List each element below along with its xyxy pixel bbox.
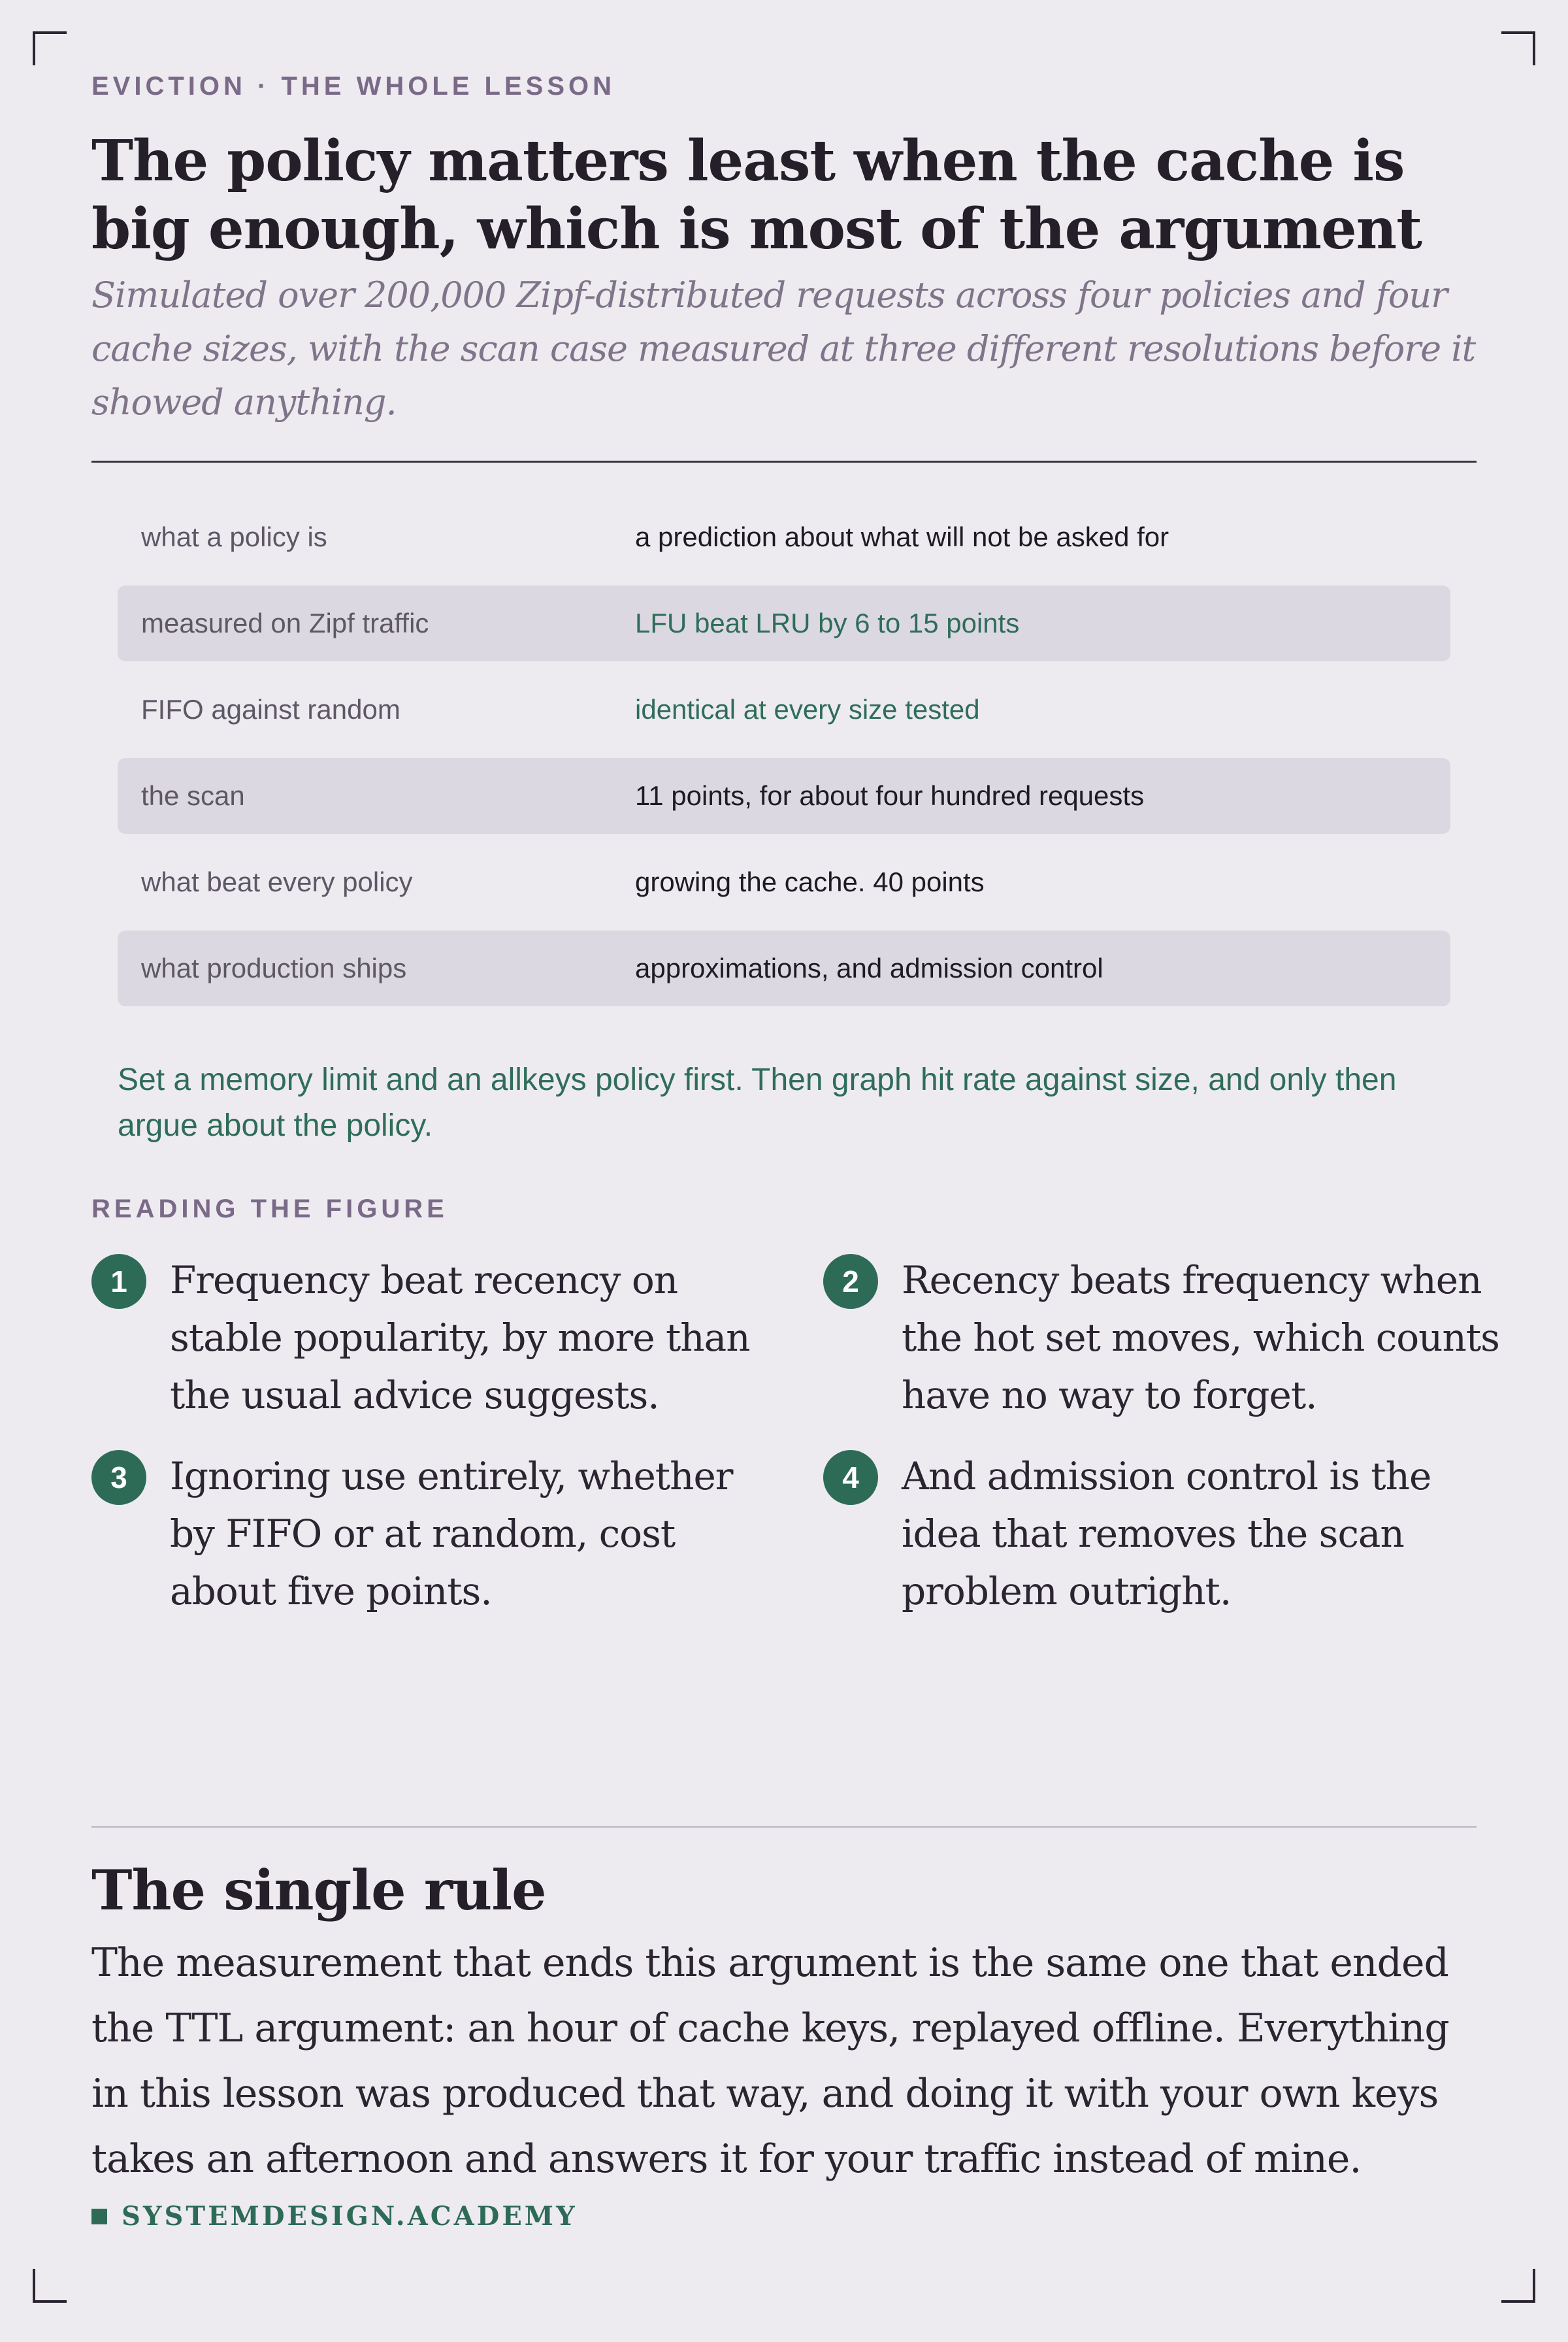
list-item bbox=[823, 1251, 1503, 1424]
row-value: LFU beat LRU by 6 to 15 points bbox=[635, 608, 1020, 638]
header-divider bbox=[91, 461, 1477, 463]
list-item bbox=[823, 1447, 1503, 1620]
row-label: FIFO against random bbox=[141, 694, 400, 725]
reading-section-label: READING THE FIGURE bbox=[91, 1195, 448, 1223]
corner-mark-bottom-left bbox=[33, 2269, 67, 2303]
summary-table bbox=[118, 499, 1450, 1006]
list-item-text: Frequency beat recency on stable popularity, by more than the usual advice suggests. bbox=[170, 1258, 750, 1417]
row-label: what a policy is bbox=[141, 521, 327, 552]
table-row bbox=[118, 499, 1450, 575]
row-value: growing the cache. 40 points bbox=[635, 866, 985, 897]
row-label: measured on Zipf traffic bbox=[141, 608, 429, 638]
table-row bbox=[118, 931, 1450, 1006]
list-item-text: Ignoring use entirely, whether by FIFO or at random, cost about five points. bbox=[170, 1454, 733, 1613]
number-badge: 2 bbox=[823, 1254, 878, 1309]
section-divider bbox=[91, 1826, 1477, 1828]
corner-mark-top-left bbox=[33, 31, 67, 65]
row-value: 11 points, for about four hundred requests bbox=[635, 780, 1145, 811]
list-item-text: And admission control is the idea that removes the scan problem outright. bbox=[902, 1454, 1431, 1613]
row-label: the scan bbox=[141, 780, 245, 811]
kicker: EVICTION · THE WHOLE LESSON bbox=[91, 72, 616, 101]
reading-list bbox=[91, 1251, 1499, 1620]
row-value: identical at every size tested bbox=[635, 694, 980, 725]
page-title: The policy matters least when the cache is big enough, which is most of the argument bbox=[91, 128, 1422, 262]
list-item bbox=[91, 1447, 771, 1620]
list-item bbox=[91, 1251, 771, 1424]
section-body: The measurement that ends this argument is the same one that ended the TTL argument: an hour of cache keys, replayed offline. Everything in this lesson was produced that way, and doing it with your own keys takes an afternoon and answers it for your traffic instead of mine. bbox=[91, 1940, 1449, 2182]
corner-mark-top-right bbox=[1501, 31, 1535, 65]
number-badge: 4 bbox=[823, 1450, 878, 1505]
brand-square-icon bbox=[91, 2209, 107, 2224]
main-content bbox=[91, 72, 1499, 1620]
corner-mark-bottom-right bbox=[1501, 2269, 1535, 2303]
section-heading: The single rule bbox=[91, 1858, 546, 1922]
table-row bbox=[118, 672, 1450, 748]
table-row bbox=[118, 844, 1450, 920]
row-label: what production ships bbox=[141, 953, 407, 983]
row-value: approximations, and admission control bbox=[635, 953, 1103, 983]
table-row bbox=[118, 586, 1450, 661]
list-item-text: Recency beats frequency when the hot set moves, which counts have no way to forget. bbox=[902, 1258, 1499, 1417]
brand-footer bbox=[91, 2201, 1477, 2232]
number-badge: 1 bbox=[91, 1254, 146, 1309]
row-label: what beat every policy bbox=[141, 866, 413, 897]
table-row bbox=[118, 758, 1450, 834]
single-rule-section bbox=[91, 1826, 1477, 2232]
takeaway-text: Set a memory limit and an allkeys policy first. Then graph hit rate against size, and only then argue about the policy. bbox=[118, 1063, 1397, 1143]
brand-name: SYSTEMDESIGN.ACADEMY bbox=[122, 2201, 578, 2232]
row-value: a prediction about what will not be asked for bbox=[635, 521, 1169, 552]
number-badge: 3 bbox=[91, 1450, 146, 1505]
page-subtitle: Simulated over 200,000 Zipf-distributed requests across four policies and four cache sizes, with the scan case measured at three different resolutions before it showed anything. bbox=[91, 274, 1476, 423]
